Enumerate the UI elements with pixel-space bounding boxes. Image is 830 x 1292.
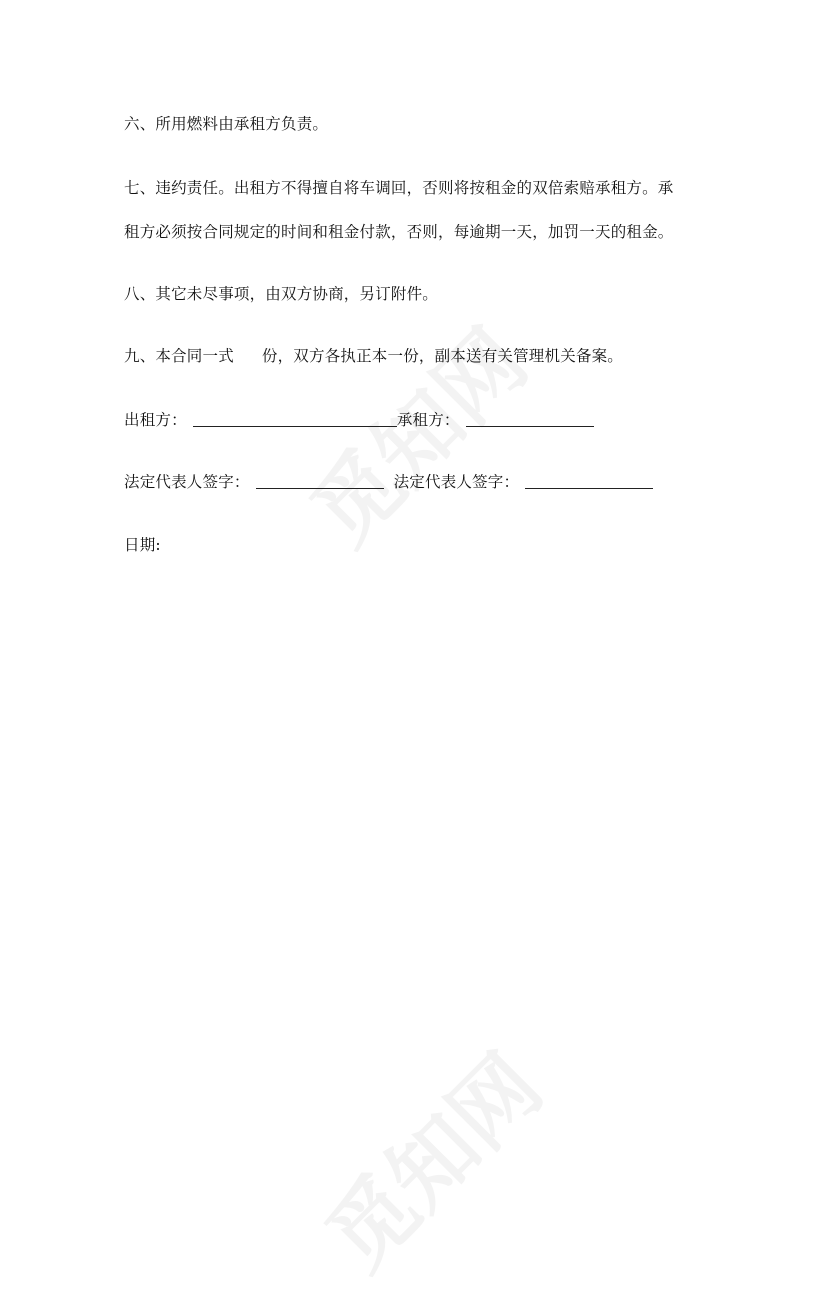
lessor-label: 出租方：	[124, 411, 187, 429]
legal-rep-blank-lessee	[525, 474, 653, 489]
lessee-blank	[466, 412, 594, 427]
watermark	[294, 1022, 564, 1292]
watermark	[279, 297, 549, 567]
date-label: 日期:	[124, 536, 161, 554]
clause-9	[124, 346, 623, 366]
legal-rep-label-lessor: 法定代表人签字：	[124, 473, 250, 491]
clause-6: 六、所用燃料由承租方负责。	[124, 115, 329, 133]
clause-8: 八、其它未尽事项，由双方协商，另订附件。	[124, 285, 439, 303]
clause-9-part-2: 份，双方各执正本一份，副本送有关管理机关备案。	[261, 347, 624, 365]
clause-7-line-1: 七、违约责任。出租方不得擅自将车调回，否则将按租金的双倍索赔承租方。承	[124, 179, 674, 197]
clause-9-part-1: 九、本合同一式	[124, 347, 234, 365]
legal-rep-signature-line	[124, 472, 653, 492]
legal-rep-blank-lessor	[256, 474, 384, 489]
clause-7-line-2: 租方必须按合同规定的时间和租金付款，否则，每逾期一天，加罚一天的租金。	[124, 223, 674, 241]
party-signature-line	[124, 410, 594, 430]
lessee-label: 承租方：	[396, 411, 460, 429]
lessor-blank	[193, 412, 397, 427]
legal-rep-label-lessee: 法定代表人签字：	[393, 473, 520, 491]
